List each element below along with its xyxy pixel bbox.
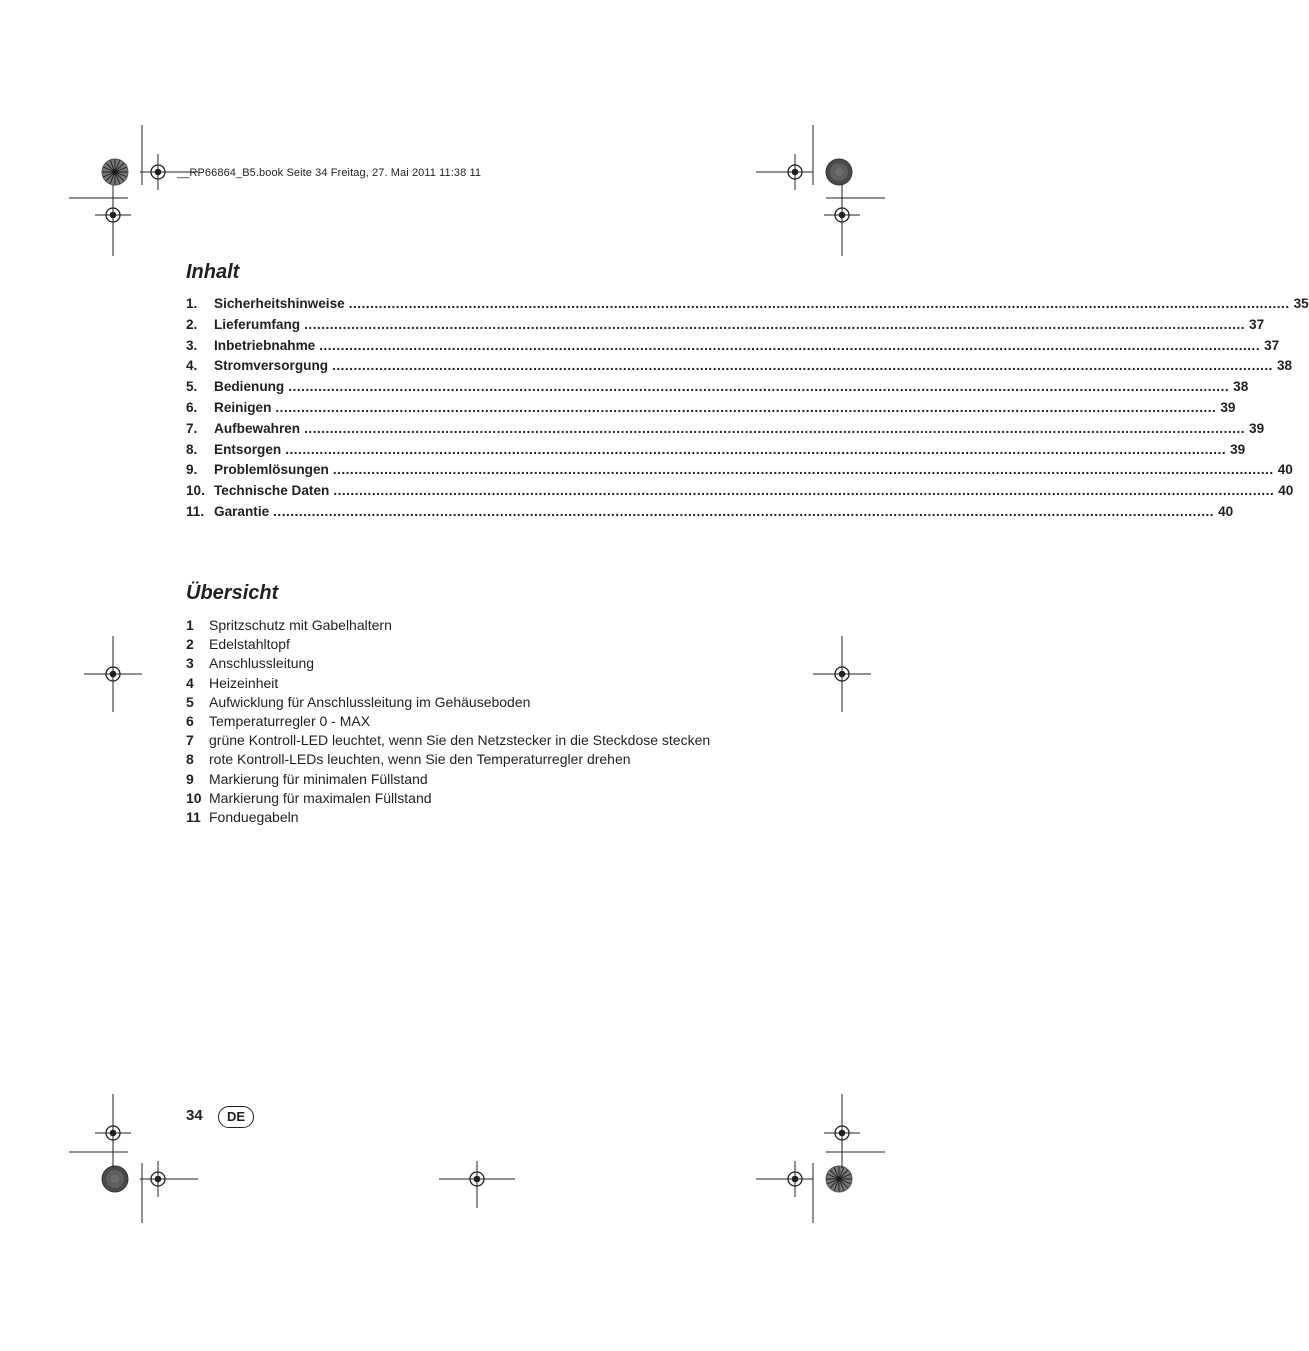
toc-entry[interactable] bbox=[186, 399, 1236, 421]
toc-dot-leader: ............................................................................................................................................................................................................................ bbox=[332, 462, 1274, 478]
toc-entry-page: 35 bbox=[1293, 296, 1309, 311]
toc-entry-page: 38 bbox=[1233, 379, 1249, 395]
color-calibration-wheel-icon bbox=[826, 1166, 852, 1192]
list-item bbox=[186, 790, 786, 809]
part-number: 9 bbox=[186, 770, 194, 787]
toc-entry-number: 7. bbox=[186, 420, 198, 436]
toc-entry-number: 4. bbox=[186, 358, 198, 374]
part-number: 3 bbox=[186, 655, 194, 672]
table-of-contents bbox=[186, 296, 1309, 525]
toc-entry-title: Problemlösungen bbox=[214, 462, 329, 478]
toc-entry-title: Entsorgen bbox=[214, 441, 282, 457]
color-calibration-wheel-icon bbox=[102, 1166, 128, 1192]
list-item bbox=[186, 636, 786, 655]
part-description: Markierung für minimalen Füllstand bbox=[209, 770, 428, 787]
color-calibration-wheel-icon bbox=[102, 159, 128, 185]
toc-entry-title: Stromversorgung bbox=[214, 358, 329, 374]
toc-entry-title: Garantie bbox=[214, 503, 270, 519]
toc-entry[interactable] bbox=[186, 503, 1234, 525]
part-description: rote Kontroll-LEDs leuchten, wenn Sie den Temperaturregler drehen bbox=[209, 751, 631, 768]
toc-entry[interactable] bbox=[186, 316, 1265, 338]
toc-heading: Inhalt bbox=[186, 261, 240, 283]
toc-entry-page: 40 bbox=[1218, 503, 1234, 519]
toc-entry-page: 40 bbox=[1278, 483, 1294, 499]
toc-entry-number: 10. bbox=[186, 483, 205, 499]
toc-entry-page: 37 bbox=[1264, 337, 1280, 353]
toc-entry-title: Reinigen bbox=[214, 399, 272, 415]
list-item bbox=[186, 617, 786, 636]
part-number: 7 bbox=[186, 732, 194, 749]
toc-dot-leader: ............................................................................................................................................................................................................................ bbox=[285, 441, 1227, 457]
list-item bbox=[186, 675, 786, 694]
toc-dot-leader: ............................................................................................................................................................................................................................ bbox=[288, 379, 1230, 395]
toc-entry-number: 6. bbox=[186, 399, 198, 415]
toc-entry-page: 39 bbox=[1249, 420, 1265, 436]
list-item bbox=[186, 771, 786, 790]
toc-dot-leader: ............................................................................................................................................................................................................................ bbox=[348, 296, 1290, 311]
toc-entry-title: Sicherheitshinweise bbox=[214, 296, 345, 311]
part-description: Temperaturregler 0 - MAX bbox=[209, 712, 371, 729]
toc-entry-number: 3. bbox=[186, 337, 198, 353]
toc-entry[interactable] bbox=[186, 296, 1309, 317]
toc-entry[interactable] bbox=[186, 337, 1280, 359]
toc-dot-leader: ............................................................................................................................................................................................................................ bbox=[333, 483, 1275, 499]
toc-dot-leader: ............................................................................................................................................................................................................................ bbox=[319, 337, 1261, 353]
toc-entry-number: 5. bbox=[186, 379, 198, 395]
part-number: 1 bbox=[186, 617, 194, 633]
list-item bbox=[186, 713, 786, 732]
toc-entry-title: Aufbewahren bbox=[214, 420, 301, 436]
part-number: 11 bbox=[186, 808, 201, 825]
part-description: grüne Kontroll-LED leuchtet, wenn Sie den Netzstecker in die Steckdose stecken bbox=[209, 732, 711, 749]
part-number: 5 bbox=[186, 693, 194, 710]
toc-entry-page: 37 bbox=[1249, 316, 1265, 332]
toc-entry-title: Inbetriebnahme bbox=[214, 337, 316, 353]
toc-entry-number: 1. bbox=[186, 296, 198, 311]
toc-dot-leader: ............................................................................................................................................................................................................................ bbox=[304, 420, 1246, 436]
part-description: Anschlussleitung bbox=[209, 655, 315, 672]
part-description: Heizeinheit bbox=[209, 674, 279, 691]
toc-entry[interactable] bbox=[186, 358, 1293, 379]
toc-dot-leader: ............................................................................................................................................................................................................................ bbox=[332, 358, 1273, 374]
toc-entry[interactable] bbox=[186, 379, 1249, 400]
overview-heading: Übersicht bbox=[186, 582, 279, 604]
part-description: Aufwicklung für Anschlussleitung im Gehäuseboden bbox=[209, 693, 531, 710]
list-item bbox=[186, 732, 786, 751]
toc-entry-page: 38 bbox=[1276, 358, 1293, 374]
part-number: 6 bbox=[186, 712, 194, 729]
part-number: 10 bbox=[186, 789, 202, 806]
part-description: Edelstahltopf bbox=[209, 636, 290, 653]
toc-entry-page: 40 bbox=[1277, 462, 1293, 478]
list-item bbox=[186, 694, 786, 713]
toc-dot-leader: ............................................................................................................................................................................................................................ bbox=[304, 316, 1246, 332]
part-description: Markierung für maximalen Füllstand bbox=[209, 789, 432, 806]
toc-entry-page: 39 bbox=[1230, 441, 1246, 457]
part-description: Fonduegabeln bbox=[209, 808, 299, 825]
toc-entry[interactable] bbox=[186, 483, 1294, 504]
part-number: 2 bbox=[186, 636, 194, 653]
toc-entry[interactable] bbox=[186, 420, 1265, 442]
toc-dot-leader: ............................................................................................................................................................................................................................ bbox=[273, 503, 1215, 519]
toc-entry-number: 2. bbox=[186, 316, 198, 332]
list-item bbox=[186, 751, 786, 770]
list-item bbox=[186, 809, 786, 828]
toc-entry[interactable] bbox=[186, 462, 1293, 483]
print-file-info: __RP66864_B5.book Seite 34 Freitag, 27. Mai 2011 11:38 11 bbox=[177, 167, 482, 179]
part-number: 8 bbox=[186, 751, 194, 768]
toc-entry[interactable] bbox=[186, 441, 1246, 463]
toc-entry-number: 9. bbox=[186, 462, 198, 478]
toc-entry-number: 11. bbox=[186, 503, 205, 519]
language-badge: DE bbox=[218, 1106, 254, 1128]
list-item bbox=[186, 655, 786, 674]
toc-entry-page: 39 bbox=[1220, 399, 1236, 415]
color-calibration-wheel-icon bbox=[826, 159, 852, 185]
toc-entry-title: Bedienung bbox=[214, 379, 285, 395]
page-number: 34 bbox=[186, 1107, 203, 1124]
part-description: Spritzschutz mit Gabelhaltern bbox=[209, 617, 392, 633]
toc-dot-leader: ............................................................................................................................................................................................................................ bbox=[275, 399, 1217, 415]
part-number: 4 bbox=[186, 674, 194, 691]
toc-entry-title: Lieferumfang bbox=[214, 316, 301, 332]
toc-entry-title: Technische Daten bbox=[214, 483, 330, 499]
toc-entry-number: 8. bbox=[186, 441, 198, 457]
parts-overview-list bbox=[186, 617, 786, 828]
